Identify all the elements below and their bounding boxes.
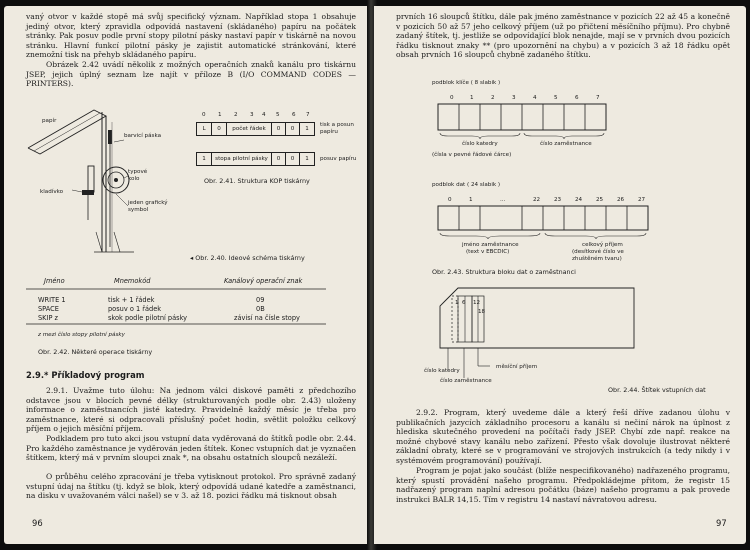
key-subblock-label: podblok klíče ( 8 slabik ) — [432, 80, 501, 86]
bit-number: 1 — [218, 112, 222, 118]
page-number-left: 96 — [32, 518, 43, 528]
data-byte-number: 23 — [554, 197, 562, 203]
table-footnote: z mezi číslo stopy pilotní pásky — [38, 332, 125, 338]
key-byte-number: 0 — [450, 95, 454, 101]
para-2-9-1: 2.9.1. Uvažme tuto úlohu: Na jednom válci diskové paměti z předchozího odstavce jsou v blocích pevné délky (strukturovaných podle obr. 2.43) uloženy informace o zaměstnancích jisté katedry. Pravidelně každý měsíc je třeba pro zaměstnance, které si odpracovali příslušný počet hodin, světlit položku celkový příjem o jejich měsíční příjem. — [26, 386, 356, 434]
key-byte-number: 7 — [596, 95, 600, 101]
key-byte-number: 2 — [491, 95, 495, 101]
kop-cell: 1 — [196, 152, 212, 166]
card-col-number: 18 — [478, 309, 486, 315]
table-cell: 0B — [256, 305, 265, 313]
card-col-number: 1 — [455, 300, 459, 306]
label-papir: papír — [42, 118, 57, 124]
data-byte-number: 1 — [469, 197, 473, 203]
figure-2-40-caption-text: Obr. 2.40. Ideové schéma tiskárny — [195, 254, 305, 262]
figure-2-42-caption: Obr. 2.42. Některé operace tiskárny — [38, 348, 153, 356]
brace-cislo-zamestnance: číslo zaměstnance — [540, 141, 592, 147]
table-cell: 09 — [256, 296, 265, 304]
kop-cell: 0 — [211, 122, 227, 136]
key-byte-number: 4 — [533, 95, 537, 101]
kop-cell: 1 — [299, 122, 315, 136]
bit-number: 3 — [250, 112, 254, 118]
data-byte-number: ... — [500, 197, 506, 203]
table-cell: WRITE 1 — [38, 296, 66, 304]
kop-cell: 0 — [271, 152, 286, 166]
brace-cislo-katedry: číslo katedry — [462, 141, 498, 147]
card-label-mesicni-prijem: měsíční příjem — [496, 364, 538, 370]
table-cell: tisk + 1 řádek — [108, 296, 155, 304]
card-label-katedra: číslo katedry — [424, 368, 460, 374]
key-byte-number: 1 — [470, 95, 474, 101]
bit-number: 2 — [234, 112, 238, 118]
data-byte-number: 26 — [617, 197, 625, 203]
brace-prijem-note: (desítkové číslo ve zhuštěném tvaru) — [572, 249, 624, 262]
col-header-kanal: Kanálový operační znak — [224, 277, 303, 285]
table-cell: závisí na čísle stopy — [234, 314, 300, 322]
figure-2-44-caption: Obr. 2.44. Štítek vstupních dat — [608, 386, 706, 394]
label-graficky-symbol: jeden grafický symbol — [128, 200, 168, 213]
data-subblock-drawing — [438, 206, 678, 276]
kop-row1-note: tisk a posun papíru — [320, 122, 354, 135]
col-header-mnemo: Mnemokód — [114, 277, 151, 285]
data-byte-number: 25 — [596, 197, 604, 203]
para-vstupni-data: Podkladem pro tuto akci jsou vstupní data vyděrovaná do štítků podle obr. 2.44. Pro každého zaměstnance je vyděrován jeden štítek. Konec vstupních dat je vyznačen štítkem, který má v prvním sloupci znak *, na obsahu ostatních sloupců nezáleží. — [26, 434, 356, 463]
left-top-paragraph: vaný otvor v každé stopě má svůj specifický význam. Například stopa 1 obsahuje jediný otvor, který zpravidla odpovídá nastavení (skládaného) papíru na počátek stránky. Pak posuv podle první stopy pilotní pásky nastaví papír v tiskárně na novou stránku. Hlavní funkcí pilotní pásky je zajistit automatické stránkování, které znemožní tisk na přehyb skládaného papíru. — [26, 12, 356, 60]
label-barvici-paska: barvicí páska — [124, 133, 162, 139]
table-cell: SKIP z — [38, 314, 58, 322]
table-cell: posuv o 1 řádek — [108, 305, 162, 313]
bit-number: 0 — [202, 112, 206, 118]
kop-cell-stopa: stopa pilotní pásky — [211, 152, 272, 166]
figure-2-43-caption: Obr. 2.43. Struktura bloku dat o zaměstnanci — [432, 268, 576, 276]
printer-schematic-drawing — [24, 102, 194, 272]
left-second-paragraph: Obrázek 2.42 uvádí několik z možných operačních znaků kanálu pro tiskárnu JSEP, jejich úplný seznam lze najít v příloze B (I/O COMMAND CODES — PRINTERS). — [26, 60, 356, 89]
brace-prijem: celkový příjem — [582, 242, 623, 248]
page-number-right: 97 — [716, 518, 727, 528]
bit-number: 7 — [306, 112, 310, 118]
figure-2-41-caption: Obr. 2.41. Struktura KOP tiskárny — [204, 177, 310, 185]
data-byte-number: 24 — [575, 197, 583, 203]
bit-number: 4 — [262, 112, 266, 118]
col-header-jmeno: Jméno — [44, 277, 65, 285]
data-byte-number: 27 — [638, 197, 646, 203]
kop-row2-note: posuv papíru — [320, 156, 357, 162]
right-page — [374, 6, 746, 544]
card-col-number: 12 — [473, 300, 481, 306]
right-top-paragraph: prvních 16 sloupců štítku, dále pak jméno zaměstnance v pozicích 22 až 45 a konečně v pozicích 50 až 57 jeho celkový příjem (už po přičtení měsíčního příjmu). Pro chybně zadaný štítek, tj. jestliže se odpovídající blok nenajde, mají se v prvních dvou pozicích řádku tisknout znaky ** (pro upozornění na chybu) a v pozicích 3 až 18 řádku opět obsah prvních 16 sloupců chybně zadaného štítku. — [396, 12, 730, 60]
para-2-9-2: 2.9.2. Program, který uvedeme dále a který řeší dříve zadanou úlohu v publikačních jazycích základního procesoru a kanálu si nečiní nárok na úplnost z hlediska skutečného provedení na počítači řady JSEP. Chybí zde např. reakce na možné chybové stavy kanálu nebo zařízení. Přesto však dovoluje ilustrovat některé základní obraty, které se v programování ve strojových instrukcích (a tedy nikdy i v systémovém programování) používají. — [396, 408, 730, 465]
para-protokol: O průběhu celého zpracování je třeba vytisknout protokol. Pro správně zadaný vstupní údaj na štítku (tj. když se blok, který odpovídá udané katedře a zaměstnanci, na disku v uvažovaném válci našel) se v 3. až 18. pozici řádku má tisknout obsah — [26, 472, 356, 501]
kop-cell-pocet-radek: počet řádek — [226, 122, 272, 136]
left-page — [4, 6, 369, 544]
card-label-zamestnanec: číslo zaměstnance — [440, 378, 492, 384]
table-cell: SPACE — [38, 305, 59, 313]
kop-cell: 1 — [299, 152, 315, 166]
label-typove-kolo: typové kolo — [128, 169, 148, 182]
key-byte-number: 6 — [575, 95, 579, 101]
kop-cell: L — [196, 122, 212, 136]
data-subblock-label: podblok dat ( 24 slabik ) — [432, 182, 501, 188]
bit-number: 5 — [276, 112, 280, 118]
bit-number: 6 — [292, 112, 296, 118]
key-note: (čísla v pevné řádové čárce) — [432, 152, 512, 158]
kop-cell: 0 — [285, 152, 300, 166]
section-heading: 2.9.* Příkladový program — [26, 370, 145, 380]
table-cell: skok podle pilotní pásky — [108, 314, 188, 322]
para-nadrazeny-program: Program je pojat jako součást (blíže nespecifikovaného) nadřazeného programu, který spustí provádění našeho programu. Předpokládejme přitom, že registr 15 nadřazený program naplní adresou počátku (báze) našeho programu a pak provede instrukci BALR 14,15. Tím v registru 14 nastaví návratovou adresu. — [396, 466, 730, 504]
key-byte-number: 5 — [554, 95, 558, 101]
data-byte-number: 22 — [533, 197, 541, 203]
kop-cell: 0 — [285, 122, 300, 136]
data-byte-number: 0 — [448, 197, 452, 203]
brace-jmeno: jméno zaměstnance — [462, 242, 519, 248]
label-kladivko: kladívko — [40, 189, 64, 195]
brace-jmeno-note: (text v EBCDIC) — [466, 249, 510, 255]
figure-2-40-caption: ◂ Obr. 2.40. Ideové schéma tiskárny — [190, 254, 305, 262]
key-byte-number: 3 — [512, 95, 516, 101]
kop-cell: 0 — [271, 122, 286, 136]
card-col-number: 6 — [462, 300, 466, 306]
